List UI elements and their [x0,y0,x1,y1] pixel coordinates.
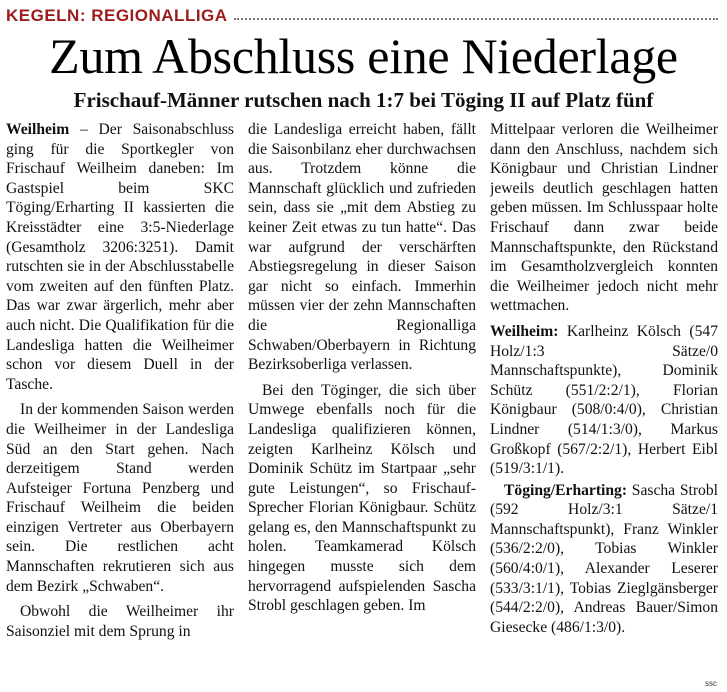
kicker-dotted-rule [234,18,718,20]
article-body [6,120,718,686]
subheadline: Frischauf-Männer rutschen nach 1:7 bei Töging II auf Platz fünf [73,88,654,112]
dateline: Weilheim [6,121,70,138]
column-2 [248,120,476,686]
column-3 [490,120,718,686]
paragraph: Bei den Töginger, die sich über Umwege ebenfalls noch für die Landesliga qualifizieren können, zeigten Karlheinz Kölsch und Dominik Schütz im Startpaar „sehr gute Leistungen“, so Frischauf-Sprecher Florian Königbaur. Schütz gelang es, den Mannschaftspunkt zu holen. Teamkamerad Kölsch hingegen musste sich dem hervorragend aufspielenden Sascha Strobl geschlagen geben. Im [248,381,476,615]
kicker-row [6,5,718,27]
lineup-text: Sascha Strobl (592 Holz/3:1 Sätze/1 Mannschaftspunkt), Franz Winkler (536/2:2/0), Tobias Winkler (560/4:0/1), Alexander Leserer (533/3:1/1), Tobias Zieglgänsberger (544/2:2/0), Andreas Bauer/Simon Giesecke (486/1:3/0). [490,481,718,636]
paragraph [490,322,718,479]
section-kicker: KEGELN: REGIONALLIGA [6,6,228,25]
paragraph: die Landesliga erreicht haben, fällt die Saisonbilanz eher durchwachsen aus. Trotzdem könne die Mannschaft glücklich und zufrieden sein, dass sie „mit dem Abstieg zu keiner Zeit etwas zu tun hatte“. Das war aufgrund der verschärften Abstiegsregelung in dieser Saison gar nicht so einfach. Immerhin müssen vier der zehn Mannschaften die Regionalliga Schwaben/Oberbayern in Richtung Bezirksoberliga verlassen. [248,121,476,374]
paragraph: In der kommenden Saison werden die Weilheimer in der Landesliga Süd an den Start gehen. Nach derzeitigem Stand werden Aufsteiger Fortuna Penzberg und Frischauf Weilheim die beiden einzigen Vertreter aus Oberbayern sein. Die restlichen acht Mannschaften rekrutieren sich aus dem Bezirk „Schwaben“. [6,401,234,595]
paragraph: Mittelpaar verloren die Weilheimer dann den Anschluss, nachdem sich Königbaur und Christian Lindner jeweils deutlich geschlagen hatten geben müssen. Im Schlusspaar holte Frischauf dann zwar beide Mannschaftspunkte, den Rückstand im Gesamtholzvergleich konnten die Weilheimer jedoch nicht mehr wettmachen. [490,121,718,315]
team-label-toeging: Töging/Erharting: [504,481,628,499]
author-credit: ssc [705,679,717,688]
column-1 [6,120,234,686]
headline: Zum Abschluss eine Niederlage [49,28,678,84]
team-label-weilheim: Weilheim: [490,322,559,340]
lineup-text: Karlheinz Kölsch (547 Holz/1:3 Sätze/0 Mannschaftspunkte), Dominik Schütz (551/2:2/1), Florian Königbaur (508/0:4/0), Christian Lindner (514/1:3/0), Markus Großkopf (567/2:2/1), Herbert Eibl (519/3:1/1). [490,322,718,478]
paragraph-text: – Der Saisonabschluss ging für die Sportkegler von Frischauf Weilheim daneben: Im Gastspiel beim SKC Töging/Erharting II kassierten die Kreisstädter eine 3:5-Niederlage (Gesamtholz 3206:3251). Damit rutschten sie in der Abschlusstabelle vom zweiten auf den fünften Platz. Das war zwar ärgerlich, mehr aber auch nicht. Die Qualifikation für die Landesliga hatten die Weilheimer schon vor diesem Duell in der Tasche. [6,121,234,393]
paragraph [6,120,234,394]
paragraph [490,481,718,638]
paragraph: Obwohl die Weilheimer ihr Saisonziel mit dem Sprung in [6,603,234,640]
